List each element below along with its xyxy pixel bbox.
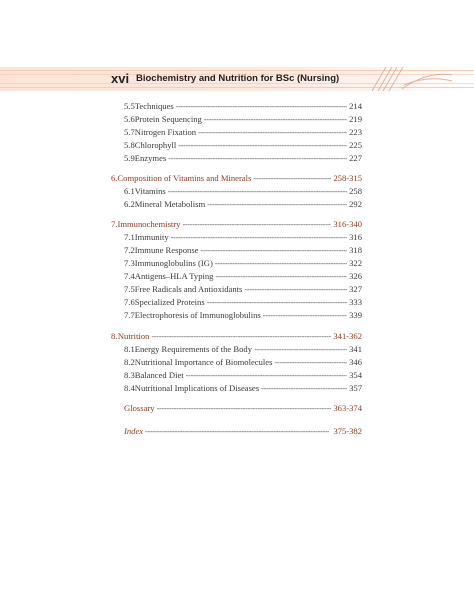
toc-entry-number: 7.7: [124, 310, 135, 320]
toc-entry-number: 5.5: [124, 101, 135, 111]
page-number: xvi: [111, 71, 130, 86]
toc-entry-number: 8.2: [124, 357, 135, 367]
toc-leader: [215, 270, 347, 283]
toc-chapter-pages: 316-340: [333, 219, 362, 229]
toc-entry-5-8[interactable]: [124, 139, 362, 152]
toc-index[interactable]: [124, 425, 362, 438]
toc-chapter-title: Composition of Vitamins and Minerals: [117, 173, 252, 183]
toc-entry-title: Nutritional Implications of Diseases: [134, 383, 260, 393]
toc-leader: [215, 257, 347, 270]
toc-leader: [145, 425, 329, 438]
toc-entry-page: 227: [349, 153, 362, 163]
toc-entry-title: Specialized Proteins: [134, 297, 205, 307]
toc-entry-8-1[interactable]: [124, 343, 362, 356]
toc-leader: [263, 309, 347, 322]
toc-entry-page: 214: [349, 101, 362, 111]
toc-entry-5-5[interactable]: [124, 100, 362, 113]
toc-leader: [168, 152, 347, 165]
toc-entry-title: Balanced Diet: [134, 370, 184, 380]
running-header-title: Biochemistry and Nutrition for BSc (Nursing): [136, 73, 340, 84]
toc-leader: [253, 172, 331, 185]
toc-leader: [186, 369, 347, 382]
toc-entry-number: 5.8: [124, 140, 135, 150]
toc-leader: [274, 356, 347, 369]
toc-chapter-number: 7.: [111, 219, 118, 229]
toc-leader: [168, 185, 347, 198]
toc-entry-number: 5.7: [124, 127, 135, 137]
toc-entry-page: 326: [349, 271, 362, 281]
toc-entry-page: 339: [349, 310, 362, 320]
toc-entry-number: 7.6: [124, 297, 135, 307]
toc-leader: [178, 139, 347, 152]
toc-entry-8-4[interactable]: [124, 382, 362, 395]
toc-entry-5-9[interactable]: [124, 152, 362, 165]
toc-leader: [157, 402, 332, 415]
toc-glossary-pages: 363-374: [333, 403, 362, 413]
toc-index-pages: 375-382: [333, 426, 362, 436]
toc-entry-number: 8.3: [124, 370, 135, 380]
toc-entry-7-2[interactable]: [124, 244, 362, 257]
toc-entry-5-7[interactable]: [124, 126, 362, 139]
toc-entry-page: 258: [349, 186, 362, 196]
toc-entry-title: Mineral Metabolism: [134, 199, 206, 209]
toc-leader: [198, 126, 347, 139]
toc-entry-page: 341: [349, 344, 362, 354]
toc-entry-title: Protein Sequencing: [134, 114, 202, 124]
toc-entry-6-1[interactable]: [124, 185, 362, 198]
toc-chapter-title: Nutrition: [117, 331, 150, 341]
toc-leader: [254, 343, 347, 356]
toc-entry-7-7[interactable]: [124, 309, 362, 322]
toc-entry-title: Free Radicals and Antioxidants: [134, 284, 243, 294]
toc-chapter-pages: 258-315: [333, 173, 362, 183]
toc-leader: [171, 231, 347, 244]
toc-entry-title: Enzymes: [134, 153, 167, 163]
toc-leader: [182, 218, 331, 231]
toc-entry-title: Nutritional Importance of Biomolecules: [134, 357, 273, 367]
toc-entry-title: Techniques: [134, 101, 174, 111]
toc-entry-number: 7.5: [124, 284, 135, 294]
toc-leader: [176, 100, 347, 113]
toc-chapter-8[interactable]: [111, 330, 362, 343]
toc-entry-8-2[interactable]: [124, 356, 362, 369]
toc-entry-7-1[interactable]: [124, 231, 362, 244]
toc-chapter-7[interactable]: [111, 218, 362, 231]
toc-entry-page: 318: [349, 245, 362, 255]
toc-leader: [151, 330, 331, 343]
toc-entry-title: Electrophoresis of Immunoglobulins: [134, 310, 261, 320]
toc-entry-7-5[interactable]: [124, 283, 362, 296]
toc-entry-5-6[interactable]: [124, 113, 362, 126]
toc-entry-number: 5.9: [124, 153, 135, 163]
header-decoration-icon: [342, 67, 452, 91]
toc-leader: [204, 113, 347, 126]
toc-entry-page: 357: [349, 383, 362, 393]
toc-entry-title: Immune Response: [134, 245, 199, 255]
toc-entry-number: 7.3: [124, 258, 135, 268]
toc-entry-title: Nitrogen Fixation: [134, 127, 197, 137]
toc-entry-number: 7.4: [124, 271, 135, 281]
toc-entry-number: 8.1: [124, 344, 135, 354]
toc-entry-page: 219: [349, 114, 362, 124]
toc-entry-page: 322: [349, 258, 362, 268]
toc-entry-title: Energy Requirements of the Body: [134, 344, 253, 354]
toc-entry-title: Antigens–HLA Typing: [134, 271, 214, 281]
toc-leader: [244, 283, 347, 296]
toc-chapter-pages: 341-362: [333, 331, 362, 341]
toc-entry-number: 5.6: [124, 114, 135, 124]
toc-entry-number: 7.1: [124, 232, 135, 242]
toc-chapter-number: 8.: [111, 331, 118, 341]
toc-chapter-title: Immunochemistry: [117, 219, 181, 229]
toc-entry-7-3[interactable]: [124, 257, 362, 270]
toc-entry-page: 327: [349, 284, 362, 294]
toc-entry-page: 354: [349, 370, 362, 380]
toc-leader: [207, 296, 347, 309]
toc-entry-page: 316: [349, 232, 362, 242]
toc-entry-8-3[interactable]: [124, 369, 362, 382]
toc-entry-number: 7.2: [124, 245, 135, 255]
toc-entry-title: Vitamins: [134, 186, 166, 196]
toc-glossary[interactable]: [124, 402, 362, 415]
toc-chapter-6[interactable]: [111, 172, 362, 185]
toc-entry-title: Immunoglobulins (IG): [134, 258, 213, 268]
toc-glossary-title: Glossary: [124, 403, 155, 413]
toc-entry-page: 292: [349, 199, 362, 209]
toc-leader: [207, 198, 347, 211]
toc-entry-number: 6.2: [124, 199, 135, 209]
toc-entry-page: 225: [349, 140, 362, 150]
toc-entry-title: Immunity: [134, 232, 169, 242]
toc-chapter-number: 6.: [111, 173, 118, 183]
toc-index-title: Index: [124, 426, 144, 436]
toc-leader: [200, 244, 347, 257]
toc-entry-7-6[interactable]: [124, 296, 362, 309]
toc-entry-6-2[interactable]: [124, 198, 362, 211]
toc-leader: [261, 382, 347, 395]
toc-entry-page: 223: [349, 127, 362, 137]
toc-entry-number: 8.4: [124, 383, 135, 393]
toc-entry-page: 333: [349, 297, 362, 307]
toc-entry-page: 346: [349, 357, 362, 367]
toc-entry-7-4[interactable]: [124, 270, 362, 283]
toc-entry-title: Chlorophyll: [134, 140, 177, 150]
toc-entry-number: 6.1: [124, 186, 135, 196]
